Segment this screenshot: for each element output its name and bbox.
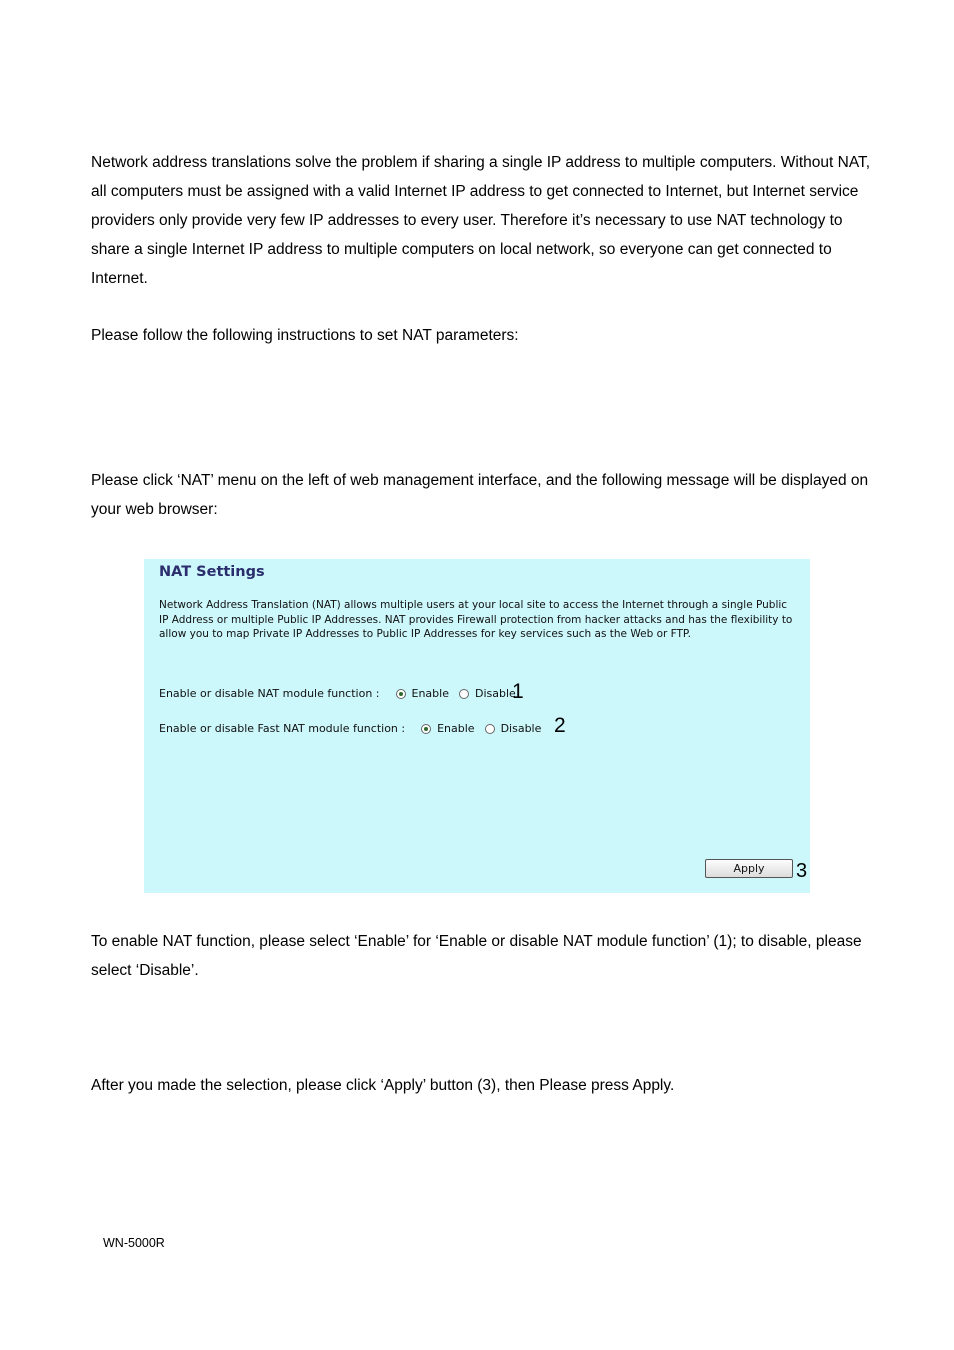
nat-enable-radio[interactable] — [396, 689, 406, 699]
fast-nat-module-label: Enable or disable Fast NAT module function : — [159, 722, 406, 735]
callout-marker-2: 2 — [554, 714, 566, 737]
fast-nat-enable-radio[interactable] — [421, 724, 431, 734]
footer-model: WN-5000R — [103, 1236, 165, 1250]
instructions-lead: Please follow the following instructions to set NAT parameters: — [91, 327, 519, 344]
nat-disable-radio[interactable] — [459, 689, 469, 699]
fast-nat-disable-label: Disable — [500, 722, 542, 735]
intro-paragraph: Network address translations solve the problem if sharing a single IP address to multiple computers. Without NAT, all computers must be assigned with a valid Internet IP address to get connected to Internet, but Internet service providers only provide very few IP addresses to every user. Therefore it’s necessary to use NAT technology to share a single Internet IP address to multiple computers on local network, so everyone can get connected to Internet. — [91, 154, 871, 287]
callout-marker-1: 1 — [512, 680, 524, 703]
nat-settings-screenshot — [144, 559, 810, 893]
fast-nat-module-row — [159, 722, 551, 735]
apply-instruction: After you made the selection, please click ‘Apply’ button (3), then Please press Apply. — [91, 1077, 675, 1094]
nat-disable-label: Disable — [474, 687, 516, 700]
fast-nat-enable-label: Enable — [437, 722, 475, 735]
nat-settings-description: Network Address Translation (NAT) allows multiple users at your local site to access the Internet through a single Public IP Address or multiple Public IP Addresses. NAT provides Firewall protection from hacker attacks and has the flexibility to allow you to map Private IP Addresses to Public IP Addresses for key services such as the Web or FTP. — [159, 599, 793, 641]
nat-module-label: Enable or disable NAT module function : — [159, 687, 380, 700]
nat-module-row — [159, 687, 526, 700]
fast-nat-disable-radio[interactable] — [485, 724, 495, 734]
nat-enable-label: Enable — [411, 687, 449, 700]
click-instruction: Please click ‘NAT’ menu on the left of web management interface, and the following message will be displayed on your web browser: — [91, 472, 869, 518]
callout-marker-3: 3 — [796, 860, 808, 882]
apply-button[interactable]: Apply — [705, 859, 793, 878]
enable-instruction: To enable NAT function, please select ‘Enable’ for ‘Enable or disable NAT module function’ (1); to disable, please select ‘Disable’. — [91, 933, 862, 979]
nat-settings-title: NAT Settings — [159, 564, 265, 580]
